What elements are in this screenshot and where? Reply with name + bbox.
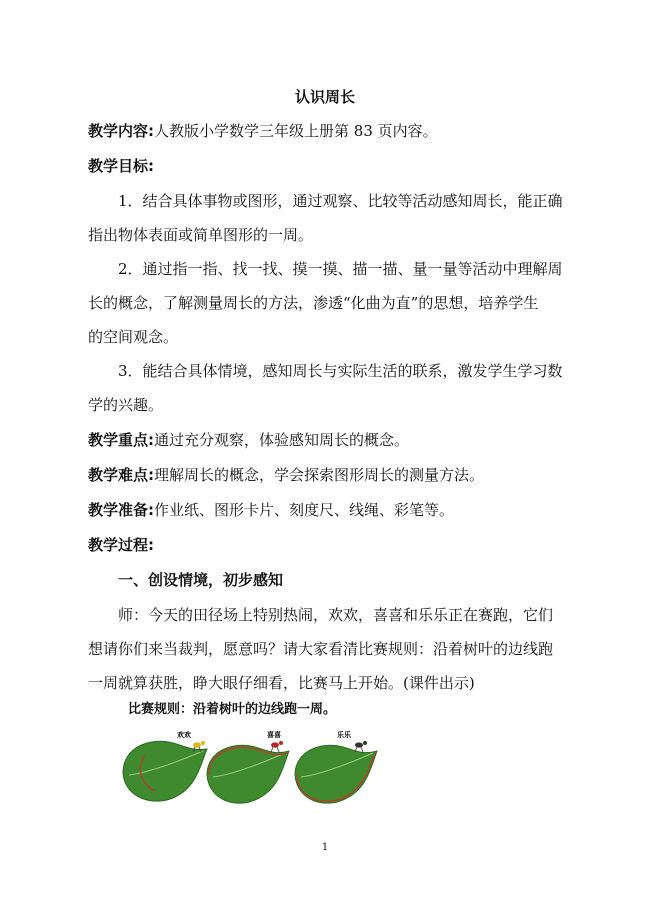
- key-point-text: 通过充分观察，体验感知周长的概念。: [154, 431, 410, 449]
- content-line: [88, 121, 568, 141]
- goal-3-line-1: 3．能结合具体情境，感知周长与实际生活的联系，激发学生学习数: [118, 362, 563, 380]
- page-number: 1: [321, 842, 329, 853]
- process-label: 教学过程:: [88, 536, 154, 554]
- leaf-race-figure: [115, 725, 385, 825]
- leaf-1: [123, 730, 207, 801]
- leaf-2: [207, 730, 289, 803]
- section-1-heading: 一、创设情境，初步感知: [118, 571, 284, 589]
- ant-label-xixi: 喜喜: [267, 731, 281, 739]
- goal-2-line-1: 2．通过指一指、找一找、摸一摸、描一描、量一量等活动中理解周: [118, 260, 563, 278]
- goal-2-line-2: 长的概念，了解测量周长的方法，渗透“化曲为直”的思想，培养学生: [88, 294, 539, 312]
- goal-1-line-1: 1．结合具体事物或图形，通过观察、比较等活动感知周长，能正确: [118, 192, 563, 210]
- content-text: 人教版小学数学三年级上册第 83 页内容。: [154, 122, 438, 140]
- race-rules-caption: 比赛规则：沿着树叶的边线跑一周。: [128, 702, 337, 717]
- ant-lele-icon: [355, 741, 367, 752]
- preparation-label: 教学准备:: [88, 501, 154, 519]
- preparation-line: [88, 500, 568, 520]
- teacher-line-1: 师：今天的田径场上特别热闹，欢欢，喜喜和乐乐正在赛跑，它们: [118, 606, 554, 624]
- key-point-label: 教学重点:: [88, 431, 154, 449]
- ant-xixi-icon: [271, 741, 283, 752]
- teacher-line-3: 一周就算获胜，睁大眼仔细看，比赛马上开始。(课件出示): [88, 674, 475, 692]
- ant-label-lele: 乐乐: [337, 731, 351, 739]
- ant-label-huanhuan: 欢欢: [177, 731, 191, 739]
- page-title: 认识周长: [294, 88, 355, 106]
- leaf-3: [295, 730, 377, 803]
- goals-label: 教学目标:: [88, 157, 154, 175]
- preparation-text: 作业纸、图形卡片、刻度尺、线绳、彩笔等。: [154, 501, 455, 519]
- content-label: 教学内容:: [88, 122, 154, 140]
- difficulty-text: 理解周长的概念，学会探索图形周长的测量方法。: [154, 466, 485, 484]
- teacher-line-2: 想请你们来当裁判，愿意吗？请大家看清比赛规则：沿着树叶的边线跑: [88, 640, 554, 658]
- difficulty-label: 教学难点:: [88, 466, 154, 484]
- goal-1-line-2: 指出物体表面或简单图形的一周。: [88, 226, 314, 244]
- difficulty-line: [88, 465, 568, 485]
- goal-3-line-2: 学的兴趣。: [88, 396, 164, 414]
- goal-2-line-3: 的空间观念。: [88, 328, 179, 346]
- key-point-line: [88, 430, 568, 450]
